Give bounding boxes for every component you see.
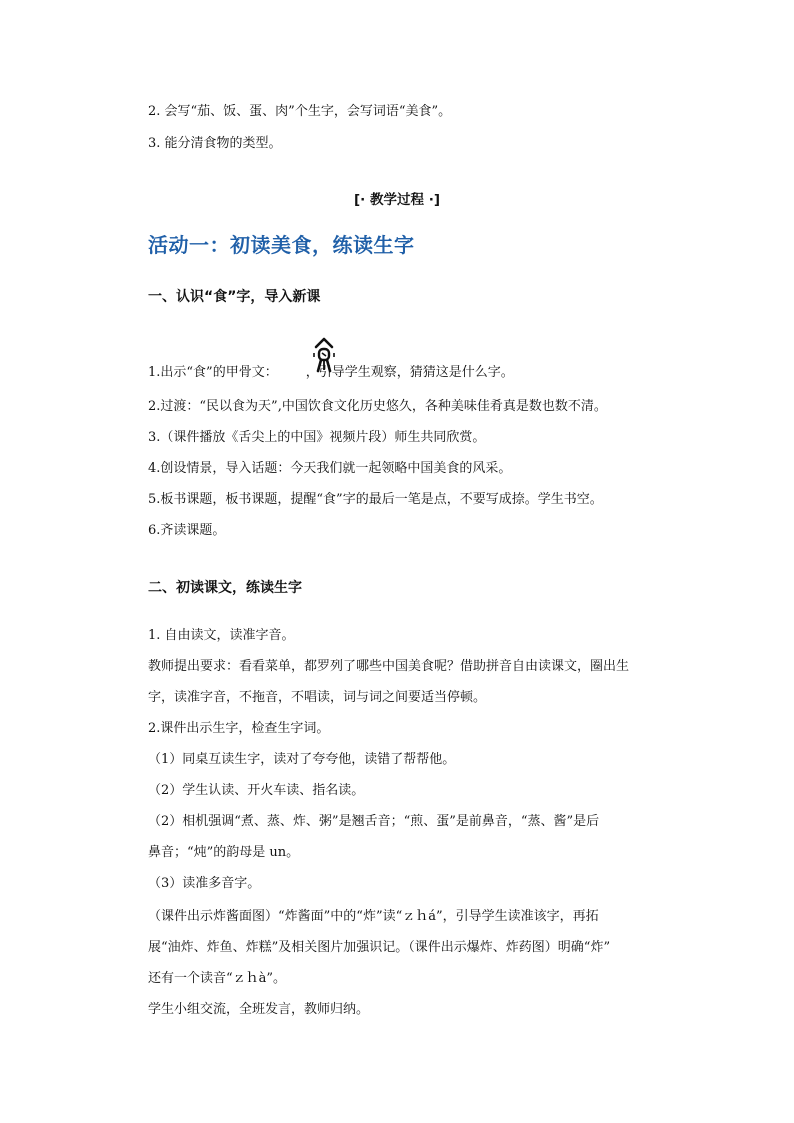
activity-title: 活动一：初读美食，练读生字 [148,233,415,257]
part2-heading: 二、初读课文，练读生字 [148,580,302,596]
part2-line: （3）读准多音字。 [148,876,261,891]
part2-line: 2.课件出示生字，检查生字词。 [148,721,330,736]
part2-line: 鼻音；“炖”的韵母是 un。 [148,845,300,860]
part1-step: 3.（课件播放《舌尖上的中国》视频片段）师生共同欣赏。 [148,430,486,445]
part2-line: 字，读准字音，不拖音，不唱读，词与词之间要适当停顿。 [148,690,487,705]
part2-line: 还有一个读音“ｚｈà”。 [148,971,287,986]
part1-step: 2.过渡：“民以食为天”,中国饮食文化历史悠久，各种美味佳肴真是数也数不清。 [148,399,607,414]
objective-2: 2. 会写“茄、饭、蛋、肉”个生字，会写词语“美食”。 [148,104,452,119]
part2-line: 1. 自由读文，读准字音。 [148,628,295,643]
part1-step: 4.创设情景，导入话题：今天我们就一起领略中国美食的风采。 [148,461,512,476]
section-title: [· 教学过程 ·] [354,192,440,208]
part2-line: （课件出示炸酱面图）“炸酱面”中的“炸”读“ｚｈá”，引导学生读准该字，再拓 [148,909,599,924]
part2-line: 教师提出要求：看看菜单，都罗列了哪些中国美食呢？借助拼音自由读课文，圈出生 [148,659,630,674]
part1-step: 5.板书课题，板书课题，提醒“食”字的最后一笔是点，不要写成捺。学生书空。 [148,492,603,507]
part1-heading: 一、认识“食”字，导入新课 [148,289,321,305]
part2-line: （2）学生认读、开火车读、指名读。 [148,783,365,798]
step1-before: 1.出示“食”的甲骨文： [148,365,278,380]
part2-line: 学生小组交流，全班发言，教师归纳。 [148,1002,370,1017]
objective-3: 3. 能分清食物的类型。 [148,136,282,151]
part1-step-1 [148,364,514,382]
part2-line: 展“油炸、炸鱼、炸糕”及相关图片加强识记。（课件出示爆炸、炸药图）明确“炸” [148,940,611,955]
step1-after: ，引导学生观察，猜猜这是什么字。 [305,365,514,380]
part1-step: 6.齐读课题。 [148,523,226,538]
part2-line: （2）相机强调“煮、蒸、炸、粥”是翘舌音；“煎、蛋”是前鼻音，“蒸、酱”是后 [148,814,600,829]
part2-line: （1）同桌互读生字，读对了夸夸他，读错了帮帮他。 [148,752,456,767]
